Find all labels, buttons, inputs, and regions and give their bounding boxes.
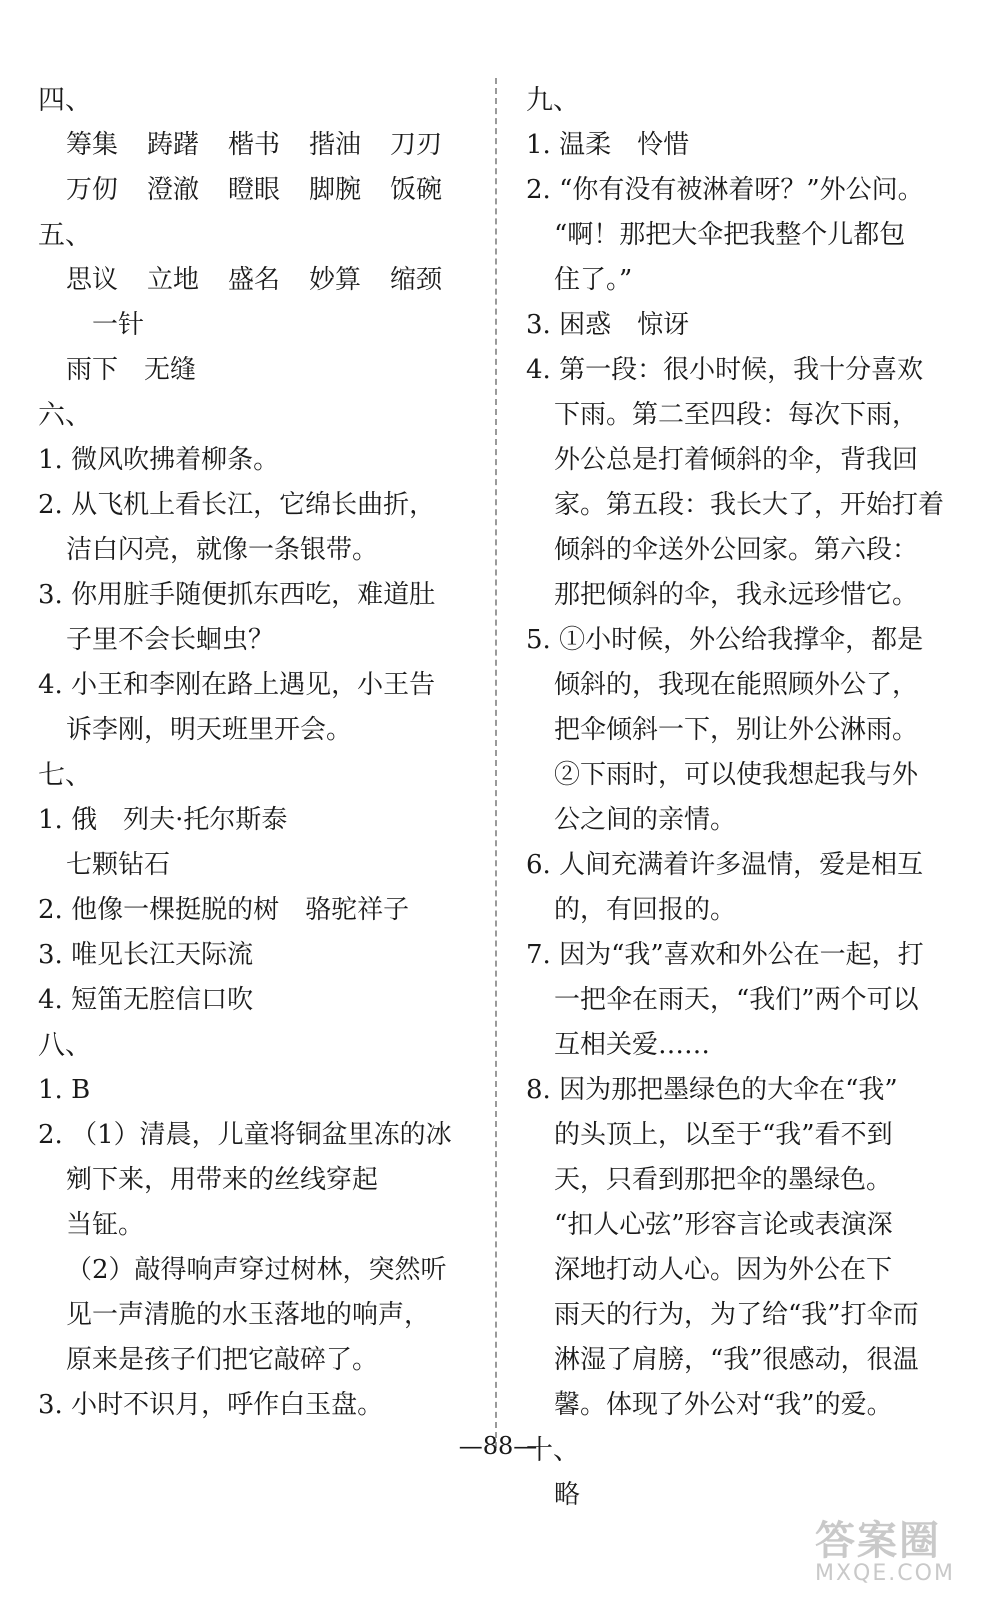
section-5-word-row xyxy=(38,258,478,303)
answer-line: 1. 温柔 怜惜 xyxy=(526,130,690,160)
answer-line: 淋湿了肩膀，“我”很感动，很温 xyxy=(554,1345,919,1375)
section-4-word-row xyxy=(38,123,478,168)
answer-line: 馨。体现了外公对“我”的爱。 xyxy=(554,1390,893,1420)
answer-line: 见一声清脆的水玉落地的响声， xyxy=(66,1300,431,1330)
answer-line: 5. ①小时候，外公给我撑伞，都是 xyxy=(526,625,924,655)
answer-line: 那把倾斜的伞，我永远珍惜它。 xyxy=(554,580,919,610)
answer-line: 洁白闪亮，就像一条银带。 xyxy=(66,535,379,565)
right-column xyxy=(526,78,966,1518)
answer-line: 当钲。 xyxy=(66,1210,145,1240)
answer-line: 略 xyxy=(554,1480,581,1510)
word: 瞪眼 xyxy=(228,175,281,205)
section-5-heading: 五、 xyxy=(38,220,92,251)
answer-line: 住了。” xyxy=(554,265,633,295)
answer-line: 七颗钻石 xyxy=(66,850,171,880)
answer-line: 2. 从飞机上看长江，它绵长曲折， xyxy=(38,490,436,520)
left-column xyxy=(38,78,478,1428)
section-7-heading: 七、 xyxy=(38,760,92,791)
answer-line: 下雨。第二至四段：每次下雨， xyxy=(554,400,919,430)
answer-line: 互相关爱…… xyxy=(554,1030,711,1060)
answer-line: 把伞倾斜一下，别让外公淋雨。 xyxy=(554,715,919,745)
answer-line: 一针 xyxy=(92,310,145,340)
answer-line: 7. 因为“我”喜欢和外公在一起，打 xyxy=(526,940,924,970)
section-6-heading: 六、 xyxy=(38,400,92,431)
section-9-heading: 九、 xyxy=(526,85,580,116)
answer-line: 1. 微风吹拂着柳条。 xyxy=(38,445,280,475)
word: 思议 xyxy=(66,265,119,295)
answer-line: 3. 困惑 惊讶 xyxy=(526,310,690,340)
answer-line: 公之间的亲情。 xyxy=(554,805,737,835)
section-10-heading: 十、 xyxy=(526,1435,580,1466)
answer-line: 2. 他像一棵挺脱的树 骆驼祥子 xyxy=(38,895,410,925)
column-divider xyxy=(495,78,497,1448)
answer-line: “扣人心弦”形容言论或表演深 xyxy=(554,1210,893,1240)
section-4-word-row xyxy=(38,168,478,213)
answer-line: 8. 因为那把墨绿色的大伞在“我” xyxy=(526,1075,898,1105)
answer-line: 4. 第一段：很小时候，我十分喜欢 xyxy=(526,355,924,385)
watermark-logo xyxy=(815,1520,985,1592)
answer-line: 2. “你有没有被淋着呀？”外公问。 xyxy=(526,175,924,205)
answer-line: 外公总是打着倾斜的伞，背我回 xyxy=(554,445,919,475)
answer-line: 1. B xyxy=(38,1075,91,1105)
word: 饭碗 xyxy=(390,175,443,205)
watermark-text: 答案圈 xyxy=(815,1518,941,1564)
answer-line: ②下雨时，可以使我想起我与外 xyxy=(554,760,919,790)
word: 立地 xyxy=(147,265,200,295)
answer-line: 倾斜的伞送外公回家。第六段： xyxy=(554,535,919,565)
answer-line: 1. 俄 列夫·托尔斯泰 xyxy=(38,805,288,835)
answer-line: 雨下 无缝 xyxy=(66,355,197,385)
word: 筹集 xyxy=(66,130,119,160)
answer-line: 3. 小时不识月，呼作白玉盘。 xyxy=(38,1390,384,1420)
word: 澄澈 xyxy=(147,175,200,205)
answer-line: （2）敲得响声穿过树林，突然听 xyxy=(66,1255,447,1285)
word: 盛名 xyxy=(228,265,281,295)
answer-line: 原来是孩子们把它敲碎了。 xyxy=(66,1345,379,1375)
answer-line: 2. （1）清晨，儿童将铜盆里冻的冰 xyxy=(38,1120,452,1150)
page-number: —88— xyxy=(458,1432,538,1460)
word: 妙算 xyxy=(309,265,362,295)
watermark-url: MXQE.COM xyxy=(815,1561,955,1586)
word: 踌躇 xyxy=(147,130,200,160)
answer-line: 4. 短笛无腔信口吹 xyxy=(38,985,254,1015)
answer-line: 6. 人间充满着许多温情，爱是相互 xyxy=(526,850,924,880)
answer-line: 雨天的行为，为了给“我”打伞而 xyxy=(554,1300,919,1330)
answer-line: 的，有回报的。 xyxy=(554,895,737,925)
answer-line: 天，只看到那把伞的墨绿色。 xyxy=(554,1165,893,1195)
answer-line: 家。第五段：我长大了，开始打着 xyxy=(554,490,945,520)
word: 万仞 xyxy=(66,175,119,205)
answer-line: 3. 唯见长江天际流 xyxy=(38,940,254,970)
word: 脚腕 xyxy=(309,175,362,205)
word: 揩油 xyxy=(309,130,362,160)
section-8-heading: 八、 xyxy=(38,1030,92,1061)
answer-line: 一把伞在雨天，“我们”两个可以 xyxy=(554,985,919,1015)
answer-line: 倾斜的，我现在能照顾外公了， xyxy=(554,670,919,700)
answer-line: 4. 小王和李刚在路上遇见，小王告 xyxy=(38,670,436,700)
answer-line: 深地打动人心。因为外公在下 xyxy=(554,1255,893,1285)
word: 缩颈 xyxy=(390,265,443,295)
answer-line: 剜下来，用带来的丝线穿起 xyxy=(66,1165,379,1195)
answer-line: 的头顶上，以至于“我”看不到 xyxy=(554,1120,893,1150)
answer-line: 子里不会长蛔虫？ xyxy=(66,625,275,655)
word: 刀刃 xyxy=(390,130,443,160)
section-4-heading: 四、 xyxy=(38,85,92,116)
answer-line: “啊！那把大伞把我整个儿都包 xyxy=(554,220,906,250)
word: 楷书 xyxy=(228,130,281,160)
answer-line: 诉李刚，明天班里开会。 xyxy=(66,715,353,745)
answer-line: 3. 你用脏手随便抓东西吃，难道肚 xyxy=(38,580,436,610)
